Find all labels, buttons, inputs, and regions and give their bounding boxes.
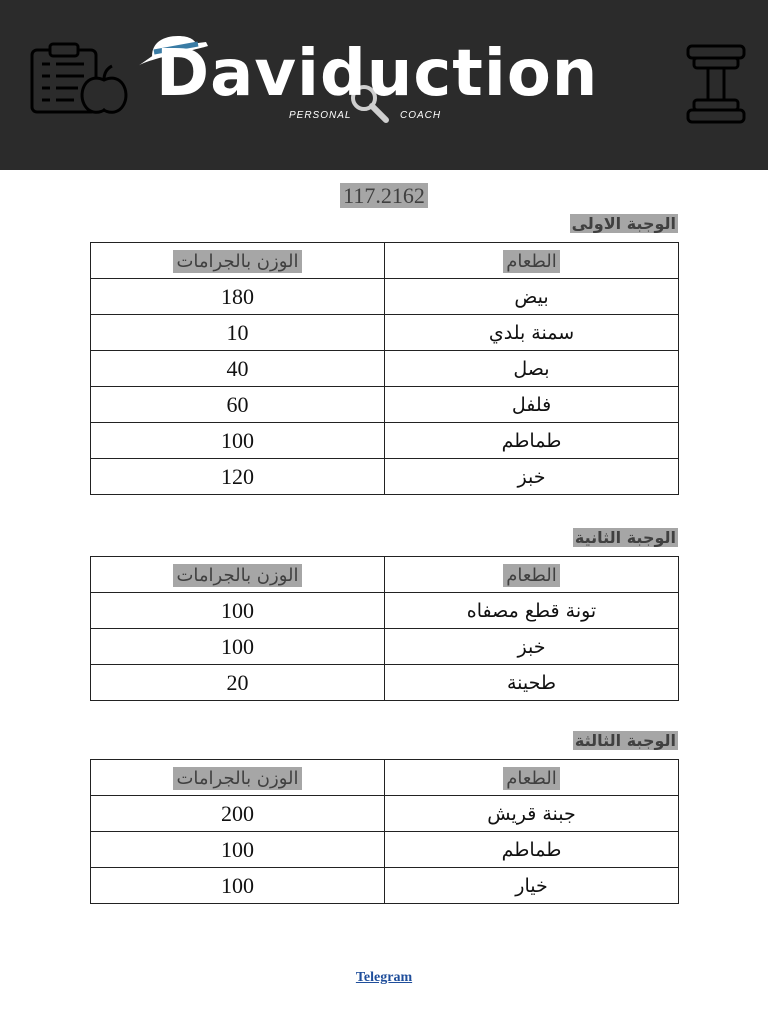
meal-2-table: [90, 556, 679, 701]
weight-cell: 40: [91, 351, 385, 387]
brand-tag-coach: COACH: [400, 110, 442, 121]
weight-cell: 120: [91, 459, 385, 495]
table-header-row: [91, 760, 679, 796]
food-cell: بيض: [385, 279, 679, 315]
table-row: [91, 351, 679, 387]
footer: [0, 968, 768, 986]
table-row: [91, 279, 679, 315]
table-row: [91, 665, 679, 701]
food-cell: خبز: [385, 629, 679, 665]
weight-cell: 10: [91, 315, 385, 351]
table-row: [91, 593, 679, 629]
meal-1-title-text: الوجبة الاولى: [571, 214, 676, 233]
telegram-link[interactable]: Telegram: [355, 970, 413, 985]
food-cell: جبنة قريش: [385, 796, 679, 832]
weight-cell: 200: [91, 796, 385, 832]
weight-cell: 100: [91, 423, 385, 459]
table-row: [91, 387, 679, 423]
header-banner: [0, 0, 768, 170]
table-row: [91, 629, 679, 665]
food-cell: طماطم: [385, 832, 679, 868]
food-cell: طماطم: [385, 423, 679, 459]
table-row: [91, 868, 679, 904]
meal-2-title: [573, 528, 678, 547]
plan-code: [0, 183, 768, 209]
weight-cell: 180: [91, 279, 385, 315]
food-cell: طحينة: [385, 665, 679, 701]
food-column-header: الطعام: [385, 557, 679, 593]
weight-cell: 100: [91, 593, 385, 629]
food-column-header: الطعام: [385, 243, 679, 279]
table-header-row: [91, 243, 679, 279]
plan-code-value: 117.2162: [340, 183, 428, 208]
meal-2-title-text: الوجبة الثانية: [574, 528, 676, 547]
table-row: [91, 315, 679, 351]
brand-name: Daviduction: [156, 37, 599, 111]
weight-cell: 100: [91, 832, 385, 868]
meal-3-title: [573, 731, 678, 750]
meal-1-title: [570, 214, 678, 233]
food-cell: خيار: [385, 868, 679, 904]
table-header-row: [91, 557, 679, 593]
meal-3-title-text: الوجبة الثالثة: [574, 731, 676, 750]
weight-cell: 60: [91, 387, 385, 423]
table-row: [91, 459, 679, 495]
meal-3-table: [90, 759, 679, 904]
meal-1-table: [90, 242, 679, 495]
weight-column-header: الوزن بالجرامات: [91, 243, 385, 279]
table-row: [91, 796, 679, 832]
food-column-header: الطعام: [385, 760, 679, 796]
weight-cell: 100: [91, 629, 385, 665]
food-cell: فلفل: [385, 387, 679, 423]
weight-column-header: الوزن بالجرامات: [91, 557, 385, 593]
clipboard-apple-icon: [32, 44, 126, 112]
weight-column-header: الوزن بالجرامات: [91, 760, 385, 796]
dumbbell-icon: [688, 46, 744, 122]
weight-cell: 20: [91, 665, 385, 701]
food-cell: سمنة بلدي: [385, 315, 679, 351]
table-row: [91, 423, 679, 459]
brand-tag-personal: PERSONAL: [289, 110, 352, 121]
food-cell: بصل: [385, 351, 679, 387]
weight-cell: 100: [91, 868, 385, 904]
food-cell: تونة قطع مصفاه: [385, 593, 679, 629]
table-row: [91, 832, 679, 868]
food-cell: خبز: [385, 459, 679, 495]
